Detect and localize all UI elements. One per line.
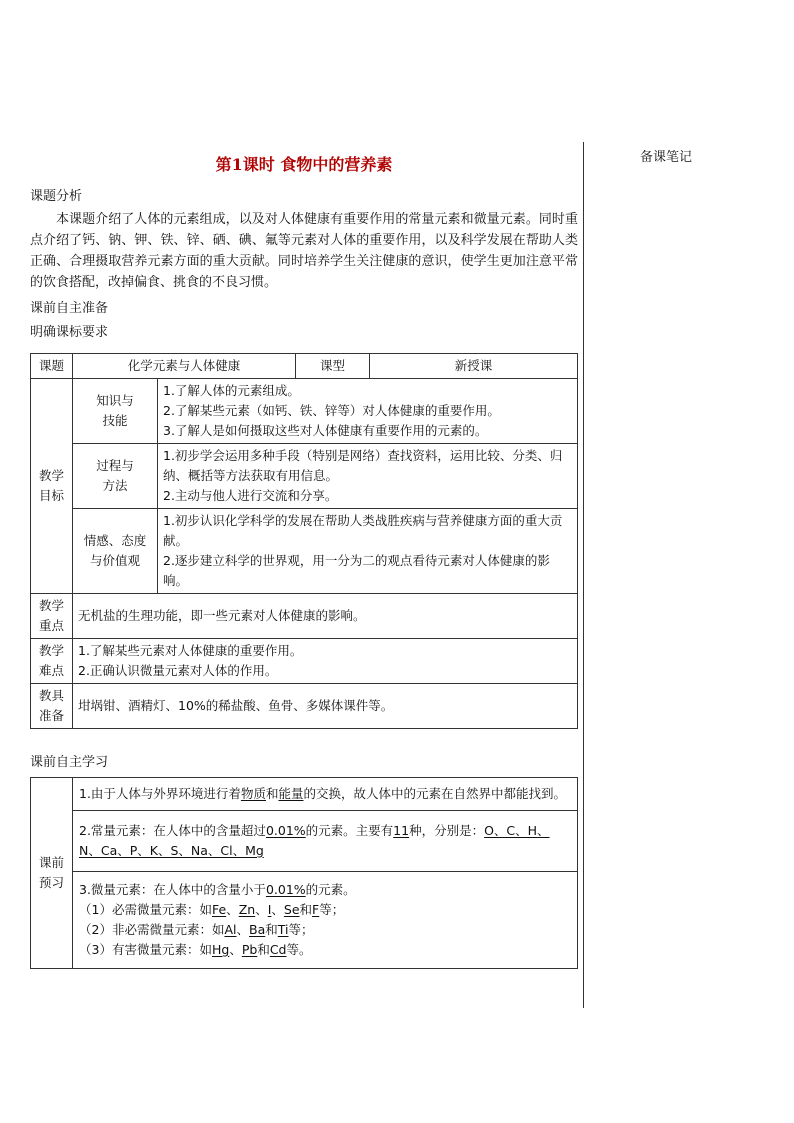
text: （3）有害微量元素：如: [79, 942, 212, 957]
preview-label-line: 预习: [38, 875, 64, 890]
knowledge-items: [158, 379, 578, 444]
table-row: [31, 684, 578, 729]
objectives-label: [31, 379, 73, 594]
emotion-items: [158, 509, 578, 594]
table-row: [31, 444, 578, 509]
blank-answer: Ba: [249, 922, 266, 937]
list-item: 2.正确认识微量元素对人体的作用。: [78, 663, 278, 678]
text: 、: [226, 902, 239, 917]
list-item: 3.了解人是如何摄取这些对人体健康有重要作用的元素的。: [163, 423, 488, 438]
blank-answer: O、C、H、N、Ca、P、K、S、Na、Cl、Mg: [79, 823, 550, 858]
table-row: [31, 379, 578, 444]
key-point-label: [31, 594, 73, 639]
text: （2）非必需微量元素：如: [79, 922, 225, 937]
text: 2.常量元素：在人体中的含量超过: [79, 823, 266, 838]
knowledge-label-line: 知识与: [96, 393, 134, 408]
difficulty-items: [73, 639, 578, 684]
list-item: [79, 900, 571, 920]
emotion-label-line: 情感、态度: [83, 533, 147, 548]
knowledge-label: [73, 379, 158, 444]
knowledge-label-line: 技能: [102, 413, 128, 428]
list-item: [79, 880, 571, 900]
study-heading: 课前自主学习: [30, 755, 109, 770]
notes-divider: [583, 142, 584, 1008]
preview-item-2: [73, 811, 578, 872]
text: 、: [229, 942, 242, 957]
blank-answer: Al: [224, 922, 237, 937]
table-row: [31, 778, 578, 811]
text: 和: [265, 922, 278, 937]
goals-heading: 明确课标要求: [30, 325, 109, 340]
text: 1.由于人体与外界环境进行着: [79, 786, 241, 801]
text: 和: [265, 786, 279, 801]
preview-item-3: [73, 872, 578, 969]
difficulty-label-line: 难点: [38, 663, 64, 678]
topic-value: 化学元素与人体健康: [73, 354, 296, 379]
goals-table: [30, 353, 578, 729]
notes-column-title: 备课笔记: [640, 150, 693, 165]
objectives-label-line: 目标: [38, 488, 64, 503]
blank-answer: Se: [283, 902, 300, 917]
list-item: 1.初步学会运用多种手段（特别是网络）查找资料，运用比较、分类、归纳、概括等方法获取有用信息。: [163, 448, 563, 483]
text: 的元素。主要有: [305, 823, 394, 838]
blank-answer: Cd: [269, 942, 287, 957]
list-item: 1.初步认识化学科学的发展在帮助人类战胜疾病与营养健康方面的重大贡献。: [163, 513, 563, 548]
blank-answer: Zn: [238, 902, 256, 917]
text: 等；: [319, 902, 345, 917]
blank-answer: I: [267, 902, 272, 917]
process-label: [73, 444, 158, 509]
table-row: [31, 811, 578, 872]
process-label-line: 方法: [102, 478, 128, 493]
preview-item-1: [73, 778, 578, 811]
text: 3.微量元素：在人体中的含量小于: [79, 882, 266, 897]
blank-answer: Fe: [211, 902, 227, 917]
blank-answer: 物质: [240, 786, 266, 801]
blank-answer: 0.01%: [265, 823, 306, 838]
list-item: 2.主动与他人进行交流和分享。: [163, 488, 338, 503]
objectives-label-line: 教学: [38, 468, 64, 483]
table-row: [31, 354, 578, 379]
text: 等；: [288, 922, 314, 937]
table-row: [31, 872, 578, 969]
blank-answer: F: [312, 902, 320, 917]
blank-answer: 能量: [278, 786, 304, 801]
key-point-value: 无机盐的生理功能，即一些元素对人体健康的影响。: [73, 594, 578, 639]
text: （1）必需微量元素：如: [79, 902, 212, 917]
table-row: [31, 639, 578, 684]
key-point-label-line: 重点: [38, 618, 64, 633]
text: 和: [257, 942, 270, 957]
difficulty-label: [31, 639, 73, 684]
text: 的元素。: [305, 882, 356, 897]
table-row: [31, 594, 578, 639]
prep-heading: 课前自主准备: [30, 301, 109, 316]
process-label-line: 过程与: [96, 458, 134, 473]
text: 等。: [286, 942, 312, 957]
emotion-label: [73, 509, 158, 594]
lesson-plan: [30, 152, 578, 969]
analysis-text: 本课题介绍了人体的元素组成，以及对人体健康有重要作用的常量元素和微量元素。同时重点介绍了钙、钠、钾、铁、锌、硒、碘、氟等元素对人体的重要作用，以及科学发展在帮助人类正确、合理摄取营养元素方面的重大贡献。同时培养学生关注健康的意识，使学生更加注意平常的饮食搭配，改掉偏食、挑食的不良习惯。: [30, 212, 578, 290]
preview-table: [30, 777, 578, 969]
preview-label: [31, 778, 73, 969]
type-value: 新授课: [370, 354, 578, 379]
preview-label-line: 课前: [38, 855, 64, 870]
list-item: 1.了解人体的元素组成。: [163, 383, 300, 398]
blank-answer: 11: [393, 823, 410, 838]
tools-label-line: 准备: [38, 708, 64, 723]
analysis-heading: 课题分析: [30, 189, 83, 204]
type-label: 课型: [296, 354, 370, 379]
text: 和: [299, 902, 313, 917]
tools-label: [31, 684, 73, 729]
text: 种，分别是：: [409, 823, 485, 838]
emotion-label-line: 与价值观: [89, 553, 140, 568]
blank-answer: 0.01%: [265, 882, 306, 897]
blank-answer: Ti: [277, 922, 289, 937]
text: 、: [255, 902, 268, 917]
blank-answer: Hg: [211, 942, 230, 957]
list-item: [79, 920, 571, 940]
table-row: [31, 509, 578, 594]
list-item: 2.逐步建立科学的世界观，用一分为二的观点看待元素对人体健康的影响。: [163, 553, 550, 588]
text: 的交换，故人体中的元素在自然界中都能找到。: [303, 786, 566, 801]
key-point-label-line: 教学: [38, 598, 64, 613]
list-item: [79, 940, 571, 960]
page-title: 第1课时 食物中的营养素: [215, 155, 393, 174]
list-item: 1.了解某些元素对人体健康的重要作用。: [78, 643, 303, 658]
text: 、: [271, 902, 284, 917]
tools-label-line: 教具: [38, 688, 64, 703]
text: 、: [236, 922, 250, 937]
topic-label: 课题: [31, 354, 73, 379]
blank-answer: Pb: [241, 942, 258, 957]
tools-value: 坩埚钳、酒精灯、10%的稀盐酸、鱼骨、多媒体课件等。: [73, 684, 578, 729]
list-item: 2.了解某些元素（如钙、铁、锌等）对人体健康的重要作用。: [163, 403, 500, 418]
difficulty-label-line: 教学: [38, 643, 64, 658]
process-items: [158, 444, 578, 509]
